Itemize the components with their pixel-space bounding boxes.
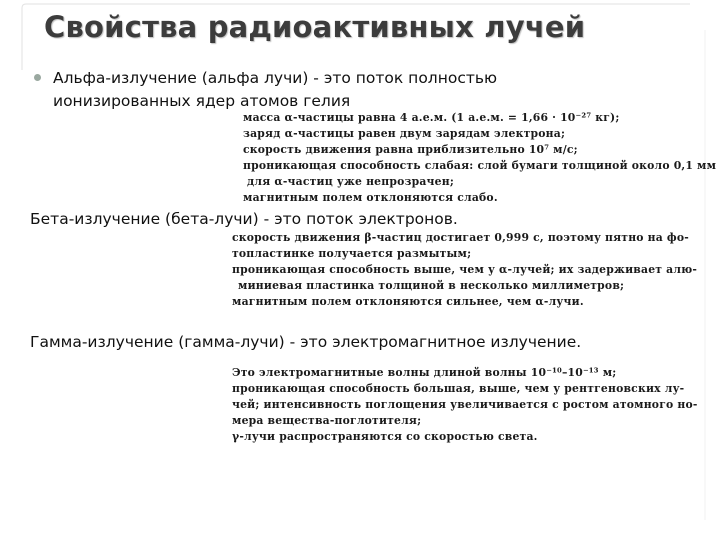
beta-properties-image bbox=[232, 230, 697, 310]
gamma-properties-image bbox=[232, 365, 698, 445]
beta-line: проникающая способность выше, чем у α-лучей; их задерживает алю- bbox=[232, 263, 698, 276]
bullet-icon bbox=[34, 74, 41, 81]
gamma-line: чей; интенсивность поглощения увеличивается с ростом атомного но- bbox=[232, 398, 698, 411]
gamma-line: γ-лучи распространяются со скоростью света. bbox=[232, 430, 538, 443]
alpha-line: масса α-частицы равна 4 а.е.м. (1 а.е.м. = 1,66 · 10⁻²⁷ кг); bbox=[243, 111, 620, 124]
alpha-properties-image bbox=[243, 110, 716, 206]
alpha-line: проникающая способность слабая: слой бумаги толщиной около 0,1 мм bbox=[243, 159, 717, 172]
slide-title: Свойства радиоактивных лучей bbox=[44, 10, 586, 44]
beta-intro-text: Бета-излучение (бета-лучи) - это поток электронов. bbox=[30, 210, 458, 228]
beta-line: магнитным полем отклоняются сильнее, чем α-лучи. bbox=[232, 295, 584, 308]
alpha-line: магнитным полем отклоняются слабо. bbox=[243, 191, 498, 204]
gamma-intro-text: Гамма-излучение (гамма-лучи) - это электромагнитное излучение. bbox=[30, 333, 582, 351]
beta-line: скорость движения β-частиц достигает 0,999 c, поэтому пятно на фо- bbox=[232, 231, 689, 244]
alpha-line: для α-частиц уже непрозрачен; bbox=[247, 175, 455, 188]
beta-line: миниевая пластинка толщиной в несколько миллиметров; bbox=[238, 279, 625, 292]
alpha-line: заряд α-частицы равен двум зарядам электрона; bbox=[243, 127, 566, 140]
gamma-line: мера вещества-поглотителя; bbox=[232, 414, 422, 427]
beta-line: топластинке получается размытым; bbox=[232, 247, 472, 260]
gamma-line: проникающая способность большая, выше, чем у рентгеновских лу- bbox=[232, 382, 685, 395]
alpha-line: скорость движения равна приблизительно 10⁷ м/с; bbox=[243, 143, 578, 156]
gamma-line: Это электромагнитные волны длиной волны 10⁻¹⁰–10⁻¹³ м; bbox=[232, 366, 617, 379]
alpha-intro-text: Альфа-излучение (альфа лучи) - это поток полностью ионизированных ядер атомов гелия bbox=[53, 69, 498, 110]
